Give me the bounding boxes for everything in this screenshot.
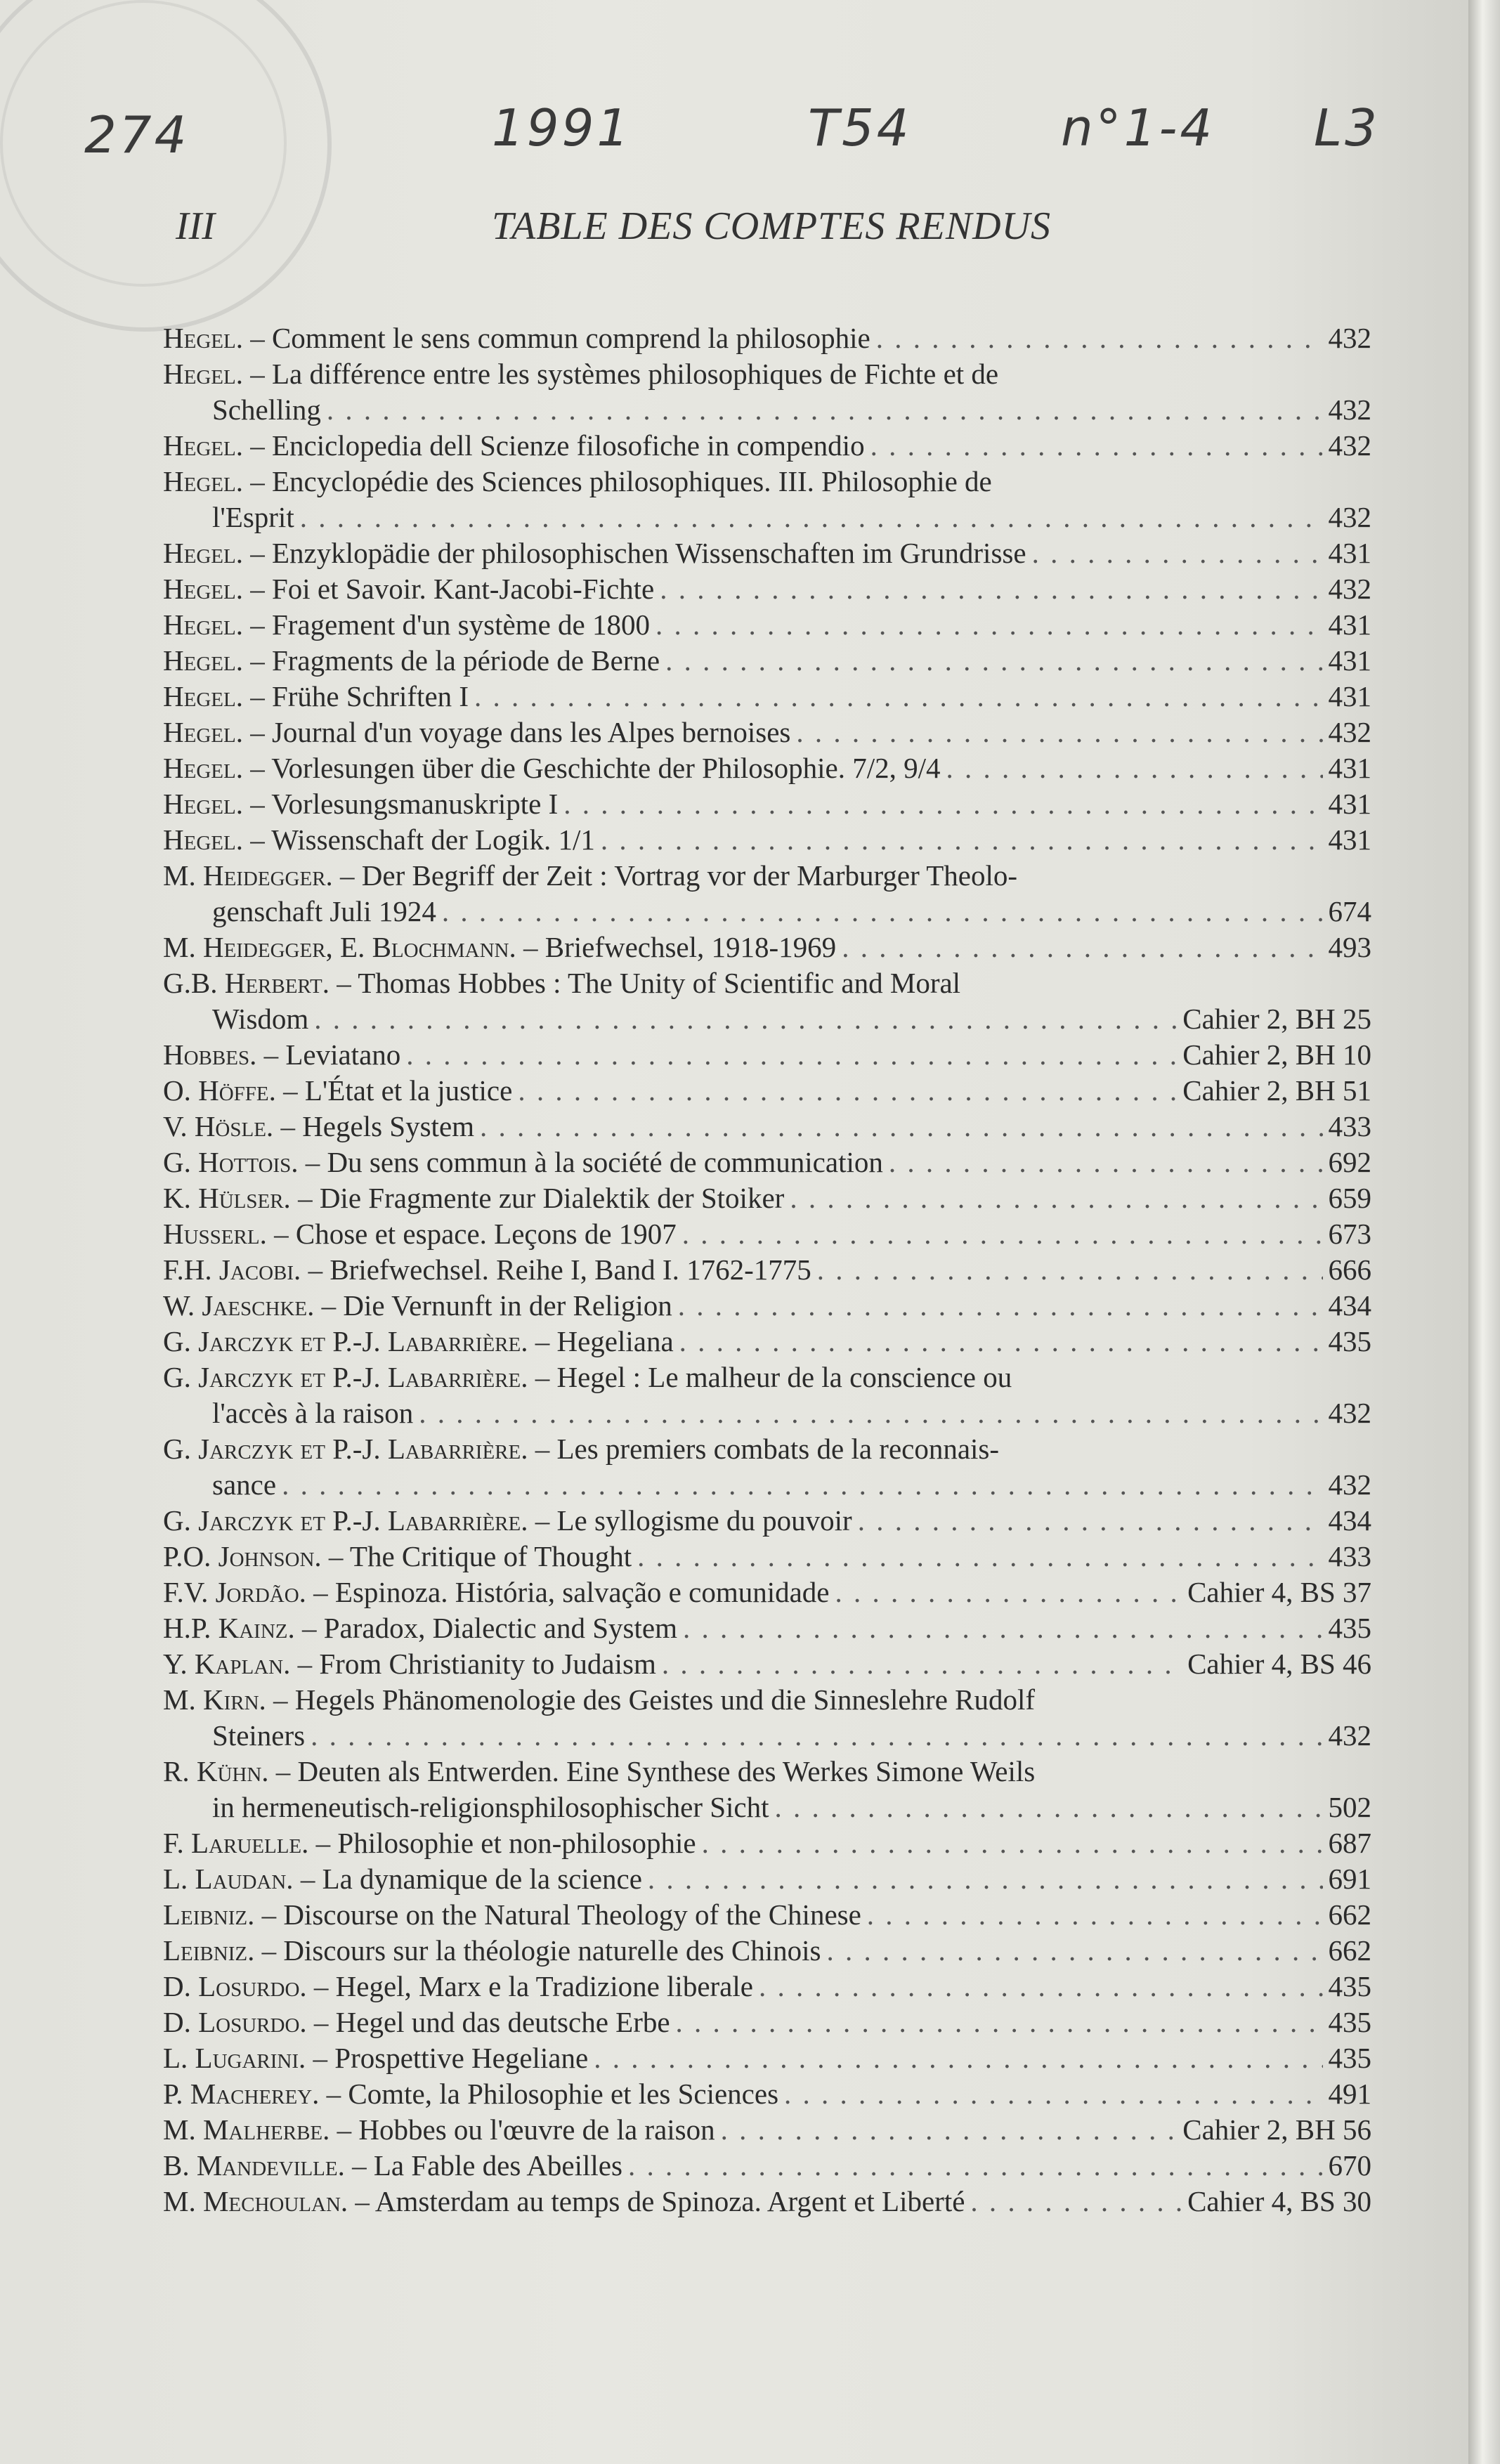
dot-leader (790, 1180, 1322, 1216)
entry-page: 435 (1328, 1970, 1371, 2002)
entry-author: K. Hülser. (163, 1182, 291, 1214)
dot-leader (682, 1216, 1323, 1252)
entry-title-continued: genschaft Juli 1924 (212, 895, 436, 927)
index-entry (163, 1324, 1371, 1360)
entry-page: 673 (1328, 1218, 1371, 1250)
entry-title: – Hegel : Le malheur de la conscience ou (528, 1361, 1012, 1393)
entry-author: Hegel. (163, 752, 243, 784)
index-entry (163, 1216, 1371, 1252)
entry-author: V. Hösle. (163, 1110, 274, 1142)
entry-page: 692 (1328, 1146, 1371, 1178)
index-entry (163, 715, 1371, 750)
entry-page: 502 (1328, 1791, 1371, 1823)
dot-leader (858, 1503, 1323, 1539)
entry-author: M. Heidegger. (163, 859, 333, 892)
dot-leader (518, 1073, 1177, 1109)
entry-page: 670 (1328, 2149, 1371, 2182)
entry-title: – Prospettive Hegeliane (306, 2042, 589, 2074)
entry-title: – Fragement d'un système de 1800 (242, 608, 650, 641)
dot-leader (648, 1861, 1323, 1897)
entry-title-continued: Wisdom (212, 1003, 309, 1035)
entry-page: 433 (1328, 1110, 1371, 1142)
index-entry (163, 1503, 1371, 1539)
entry-title-continued: sance (212, 1468, 277, 1501)
dot-leader (796, 715, 1322, 750)
dot-leader (867, 1897, 1323, 1933)
index-entry (163, 1180, 1371, 1216)
index-entry (163, 1646, 1371, 1682)
page-edge (1468, 0, 1500, 2464)
entry-title: – Les premiers combats de la reconnais- (528, 1433, 1000, 1465)
entry-title: – Frühe Schriften I (242, 680, 469, 712)
review-index-list (163, 320, 1371, 2219)
entry-page: 435 (1328, 2006, 1371, 2038)
dot-leader (721, 2112, 1178, 2148)
entry-page: 691 (1328, 1863, 1371, 1895)
entry-author: Hegel. (163, 788, 243, 820)
dot-leader (683, 1610, 1323, 1646)
entry-page: Cahier 4, BS 30 (1187, 2185, 1371, 2217)
dot-leader (665, 643, 1322, 679)
entry-title-continued: Steiners (212, 1719, 306, 1752)
entry-title: – Hegels Phänomenologie des Geistes und die Sinneslehre Rudolf (266, 1683, 1036, 1716)
index-entry (163, 2005, 1371, 2040)
dot-leader (442, 894, 1323, 930)
entry-author: G.B. Herbert. (163, 967, 330, 999)
entry-title: – Amsterdam au temps de Spinoza. Argent et Liberté (348, 2185, 965, 2217)
dot-leader (282, 1467, 1322, 1503)
entry-page: Cahier 4, BS 46 (1187, 1648, 1371, 1680)
dot-leader (311, 1718, 1322, 1754)
dot-leader (327, 392, 1323, 428)
entry-author: Leibniz. (163, 1934, 255, 1967)
entry-title: – Die Vernunft in der Religion (314, 1289, 672, 1322)
dot-leader (563, 786, 1322, 822)
dot-leader (889, 1145, 1323, 1180)
dot-leader (817, 1252, 1323, 1288)
entry-title: – Hegel, Marx e la Tradizione liberale (306, 1970, 753, 2002)
entry-author: G. Jarczyk et P.-J. Labarrière. (163, 1433, 528, 1465)
entry-author: Hegel. (163, 358, 243, 390)
entry-page: 435 (1328, 1325, 1371, 1357)
handwritten-note-c: T54 (808, 98, 912, 157)
entry-author: F. Laruelle. (163, 1827, 309, 1859)
entry-page: 432 (1328, 1397, 1371, 1429)
entry-title: – La différence entre les systèmes philosophiques de Fichte et de (242, 358, 999, 390)
index-entry (163, 607, 1371, 643)
entry-page: Cahier 2, BH 25 (1182, 1003, 1371, 1035)
entry-author: Hobbes. (163, 1038, 257, 1071)
entry-title: – Encyclopédie des Sciences philosophiques. III. Philosophie de (242, 465, 992, 497)
entry-title: – Leviatano (256, 1038, 401, 1071)
dot-leader (827, 1933, 1323, 1969)
entry-title-continued: Schelling (212, 393, 321, 426)
index-entry (163, 1575, 1371, 1610)
dot-leader (679, 1324, 1323, 1360)
entry-author: Husserl. (163, 1218, 267, 1250)
page-number: III (176, 204, 215, 248)
dot-leader (759, 1969, 1323, 2005)
dot-leader (1032, 535, 1323, 571)
dot-leader (419, 1395, 1322, 1431)
entry-author: L. Laudan. (163, 1863, 294, 1895)
index-entry (163, 464, 1371, 535)
dot-leader (676, 2005, 1323, 2040)
entry-title: – Briefwechsel, 1918-1969 (516, 931, 837, 963)
handwritten-note-b: 1991 (492, 98, 632, 157)
entry-title: – Enzyklopädie der philosophischen Wissenschaften im Grundrisse (242, 537, 1026, 569)
dot-leader (601, 822, 1323, 858)
entry-title: – Die Fragmente zur Dialektik der Stoiker (290, 1182, 785, 1214)
entry-page: 435 (1328, 1612, 1371, 1644)
entry-page: 435 (1328, 2042, 1371, 2074)
dot-leader (656, 607, 1323, 643)
dot-leader (842, 930, 1322, 965)
entry-page: 432 (1328, 501, 1371, 533)
entry-title: – Du sens commun à la société de communication (298, 1146, 883, 1178)
entry-page: Cahier 2, BH 10 (1182, 1038, 1371, 1071)
index-entry (163, 679, 1371, 715)
entry-author: Hegel. (163, 823, 243, 856)
index-entry (163, 1861, 1371, 1897)
entry-page: 431 (1328, 823, 1371, 856)
entry-author: Leibniz. (163, 1898, 255, 1931)
entry-page: 432 (1328, 1719, 1371, 1752)
dot-leader (678, 1288, 1323, 1324)
entry-author: Hegel. (163, 644, 243, 677)
index-entry (163, 2040, 1371, 2076)
entry-author: Hegel. (163, 716, 243, 748)
entry-page: 687 (1328, 1827, 1371, 1859)
entry-title: – Hegels System (273, 1110, 475, 1142)
entry-page: 659 (1328, 1182, 1371, 1214)
entry-author: B. Mandeville. (163, 2149, 345, 2182)
entry-page: 431 (1328, 788, 1371, 820)
index-entry (163, 643, 1371, 679)
entry-author: Hegel. (163, 608, 243, 641)
entry-author: G. Jarczyk et P.-J. Labarrière. (163, 1504, 528, 1537)
entry-page: 431 (1328, 680, 1371, 712)
entry-title: – Deuten als Entwerden. Eine Synthese des Werkes Simone Weils (268, 1755, 1036, 1787)
entry-title: – Wissenschaft der Logik. 1/1 (242, 823, 595, 856)
index-entry (163, 1610, 1371, 1646)
entry-title: – Comte, la Philosophie et les Sciences (319, 2078, 779, 2110)
entry-title: – From Christianity to Judaism (290, 1648, 656, 1680)
entry-author: G. Jarczyk et P.-J. Labarrière. (163, 1361, 528, 1393)
entry-author: F.V. Jordão. (163, 1576, 306, 1608)
dot-leader (300, 500, 1323, 535)
entry-author: G. Hottois. (163, 1146, 299, 1178)
entry-page: 674 (1328, 895, 1371, 927)
index-entry (163, 786, 1371, 822)
index-entry (163, 535, 1371, 571)
entry-page: Cahier 2, BH 56 (1182, 2113, 1371, 2146)
entry-title: – The Critique of Thought (321, 1540, 632, 1572)
entry-page: 432 (1328, 393, 1371, 426)
entry-title: – Chose et espace. Leçons de 1907 (266, 1218, 677, 1250)
handwritten-note-e: L3 (1314, 98, 1380, 157)
entry-title-continued: in hermeneutisch-religionsphilosophischer Sicht (212, 1791, 769, 1823)
dot-leader (480, 1109, 1322, 1145)
entry-page: 432 (1328, 716, 1371, 748)
dot-leader (637, 1539, 1322, 1575)
dot-leader (775, 1790, 1323, 1825)
entry-author: D. Losurdo. (163, 1970, 307, 2002)
index-entry (163, 2184, 1371, 2219)
entry-author: Hegel. (163, 429, 243, 462)
index-entry (163, 1539, 1371, 1575)
entry-author: L. Lugarini. (163, 2042, 306, 2074)
entry-author: R. Kühn. (163, 1755, 269, 1787)
dot-leader (662, 1646, 1182, 1682)
index-entry (163, 2148, 1371, 2184)
entry-page: 432 (1328, 1468, 1371, 1501)
index-entry (163, 1037, 1371, 1073)
entry-title: – Vorlesungsmanuskripte I (242, 788, 559, 820)
dot-leader (314, 1001, 1177, 1037)
entry-page: 431 (1328, 752, 1371, 784)
entry-title: – La dynamique de la science (293, 1863, 642, 1895)
dot-leader (702, 1825, 1323, 1861)
index-entry (163, 1145, 1371, 1180)
entry-title: – Foi et Savoir. Kant-Jacobi-Fichte (242, 573, 655, 605)
handwritten-note-d: n°1-4 (1061, 98, 1215, 157)
dot-leader (594, 2040, 1322, 2076)
entry-page: Cahier 4, BS 37 (1187, 1576, 1371, 1608)
index-entry (163, 428, 1371, 464)
index-entry (163, 1252, 1371, 1288)
index-entry (163, 320, 1371, 356)
entry-page: 432 (1328, 322, 1371, 354)
index-entry (163, 1073, 1371, 1109)
index-entry (163, 571, 1371, 607)
index-entry (163, 1754, 1371, 1825)
entry-title: – Hobbes ou l'œuvre de la raison (330, 2113, 715, 2146)
entry-author: D. Losurdo. (163, 2006, 307, 2038)
entry-page: 666 (1328, 1253, 1371, 1286)
dot-leader (660, 571, 1322, 607)
entry-title-continued: l'accès à la raison (212, 1397, 414, 1429)
entry-title: – Philosophie et non-philosophie (308, 1827, 696, 1859)
entry-page: 431 (1328, 608, 1371, 641)
index-entry (163, 1969, 1371, 2005)
entry-page: 434 (1328, 1504, 1371, 1537)
index-entry (163, 2076, 1371, 2112)
entry-title: – La Fable des Abeilles (344, 2149, 622, 2182)
entry-author: Hegel. (163, 537, 243, 569)
dot-leader (784, 2076, 1322, 2112)
entry-author: G. Jarczyk et P.-J. Labarrière. (163, 1325, 528, 1357)
entry-title: – Fragments de la période de Berne (242, 644, 660, 677)
dot-leader (946, 750, 1323, 786)
dot-leader (474, 679, 1322, 715)
entry-page: Cahier 2, BH 51 (1182, 1074, 1371, 1107)
entry-title: – Hegeliana (528, 1325, 674, 1357)
entry-page: 491 (1328, 2078, 1371, 2110)
entry-title: – Paradox, Dialectic and System (294, 1612, 677, 1644)
index-entry (163, 1933, 1371, 1969)
entry-title: – Briefwechsel. Reihe I, Band I. 1762-1775 (301, 1253, 811, 1286)
dot-leader (870, 428, 1323, 464)
index-entry (163, 822, 1371, 858)
entry-author: Hegel. (163, 322, 243, 354)
index-entry (163, 356, 1371, 428)
index-entry (163, 930, 1371, 965)
entry-title: – Discours sur la théologie naturelle des Chinois (254, 1934, 821, 1967)
index-entry (163, 1825, 1371, 1861)
entry-title: – Thomas Hobbes : The Unity of Scientific and Moral (330, 967, 961, 999)
index-entry (163, 1431, 1371, 1503)
entry-author: M. Mechoulan. (163, 2185, 348, 2217)
entry-page: 434 (1328, 1289, 1371, 1322)
entry-page: 662 (1328, 1934, 1371, 1967)
entry-page: 432 (1328, 573, 1371, 605)
index-entry (163, 858, 1371, 930)
handwritten-note-a: 274 (84, 105, 190, 164)
entry-page: 493 (1328, 931, 1371, 963)
dot-leader (628, 2148, 1323, 2184)
entry-title: – Hegel und das deutsche Erbe (306, 2006, 670, 2038)
page-header (176, 204, 1356, 267)
entry-author: M. Heidegger, E. Blochmann. (163, 931, 516, 963)
entry-title: – Le syllogisme du pouvoir (528, 1504, 852, 1537)
entry-page: 431 (1328, 644, 1371, 677)
index-entry (163, 1288, 1371, 1324)
dot-leader (406, 1037, 1177, 1073)
entry-title: – Vorlesungen über die Geschichte der Philosophie. 7/2, 9/4 (242, 752, 941, 784)
entry-author: M. Malherbe. (163, 2113, 330, 2146)
entry-title: – L'État et la justice (275, 1074, 513, 1107)
entry-author: Hegel. (163, 465, 243, 497)
index-entry (163, 750, 1371, 786)
entry-author: Hegel. (163, 573, 243, 605)
entry-title: – Der Begriff der Zeit : Vortrag vor der Marburger Theolo- (332, 859, 1018, 892)
index-entry (163, 1109, 1371, 1145)
entry-page: 433 (1328, 1540, 1371, 1572)
entry-title: – Espinoza. História, salvação e comunidade (306, 1576, 830, 1608)
entry-title: – Comment le sens commun comprend la philosophie (242, 322, 870, 354)
index-entry (163, 1360, 1371, 1431)
entry-page: 432 (1328, 429, 1371, 462)
entry-author: M. Kirn. (163, 1683, 266, 1716)
dot-leader (970, 2184, 1182, 2219)
entry-page: 662 (1328, 1898, 1371, 1931)
entry-author: W. Jaeschke. (163, 1289, 315, 1322)
entry-author: O. Höffe. (163, 1074, 276, 1107)
entry-title: – Discourse on the Natural Theology of the Chinese (254, 1898, 861, 1931)
entry-author: Hegel. (163, 680, 243, 712)
entry-title: – Journal d'un voyage dans les Alpes bernoises (242, 716, 791, 748)
entry-title-continued: l'Esprit (212, 501, 294, 533)
dot-leader (835, 1575, 1182, 1610)
entry-author: P. Macherey. (163, 2078, 320, 2110)
entry-author: Y. Kaplan. (163, 1648, 291, 1680)
page-title: TABLE DES COMPTES RENDUS (492, 204, 1052, 248)
dot-leader (876, 320, 1323, 356)
entry-author: F.H. Jacobi. (163, 1253, 301, 1286)
index-entry (163, 2112, 1371, 2148)
entry-author: P.O. Johnson. (163, 1540, 322, 1572)
index-entry (163, 965, 1371, 1037)
index-entry (163, 1682, 1371, 1754)
entry-title: – Enciclopedia dell Scienze filosofiche in compendio (242, 429, 865, 462)
entry-author: H.P. Kainz. (163, 1612, 295, 1644)
entry-page: 431 (1328, 537, 1371, 569)
index-entry (163, 1897, 1371, 1933)
